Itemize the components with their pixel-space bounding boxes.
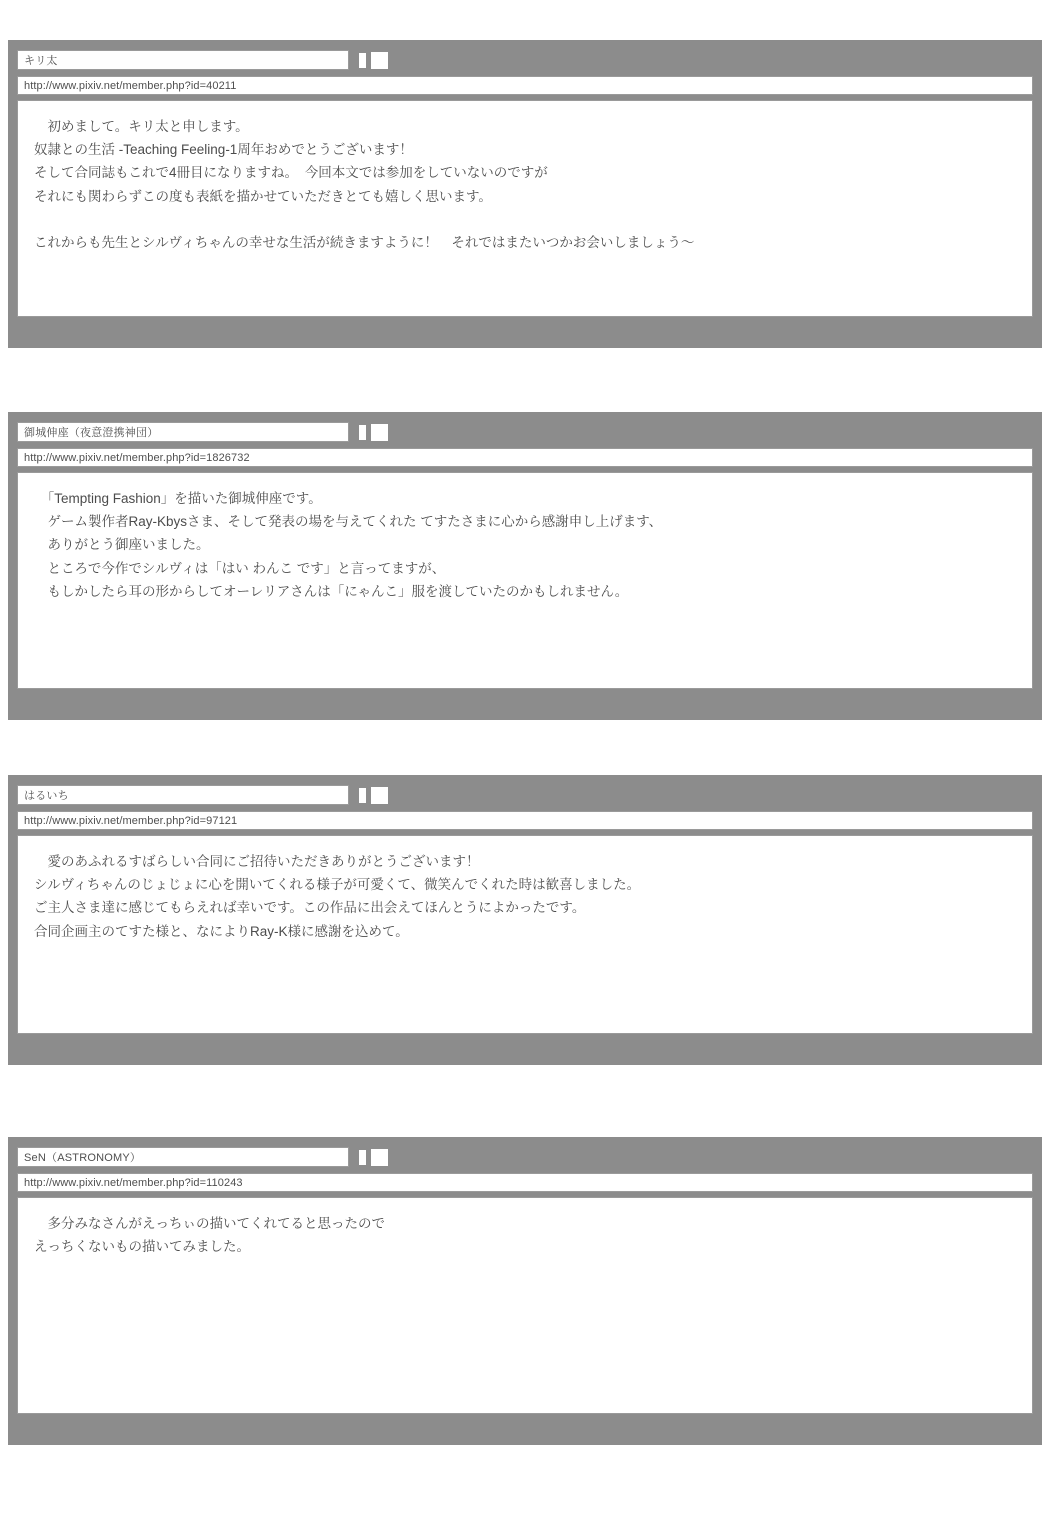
window-card xyxy=(8,40,1042,348)
window-titlebar xyxy=(17,49,1033,71)
content-line: これからも先生とシルヴィちゃんの幸せな生活が続きますように！ それではまたいつかお会いしましょう～ xyxy=(34,235,695,251)
content-line: 奴隷との生活 -Teaching Feeling-1周年おめでとうございます！ xyxy=(34,142,413,158)
url-bar[interactable] xyxy=(17,448,1033,467)
window-title-field[interactable] xyxy=(17,785,349,805)
minimize-button-icon[interactable] xyxy=(359,53,366,68)
window-controls xyxy=(359,52,388,69)
url-bar[interactable] xyxy=(17,1173,1033,1192)
url-bar[interactable] xyxy=(17,76,1033,95)
window-controls xyxy=(359,787,388,804)
window-titlebar xyxy=(17,1146,1033,1168)
content-line: それにも関わらずこの度も表紙を描かせていただきとても嬉しく思います。 xyxy=(34,188,492,204)
url-text: http://www.pixiv.net/member.php?id=110243 xyxy=(24,1176,243,1189)
content-line: シルヴィちゃんのじょじょに心を開いてくれる様子が可愛くて、微笑んでくれた時は歓喜しました。 xyxy=(34,877,641,893)
content-line: ありがとう御座いました。 xyxy=(34,537,210,553)
window-content xyxy=(17,1197,1033,1414)
window-card xyxy=(8,412,1042,720)
window-content xyxy=(17,472,1033,689)
maximize-button-icon[interactable] xyxy=(371,424,388,441)
maximize-button-icon[interactable] xyxy=(371,1149,388,1166)
content-line: ご主人さま達に感じてもらえれば幸いです。この作品に出会えてほんとうによかったです。 xyxy=(34,900,586,916)
window-title: SeN（ASTRONOMY） xyxy=(24,1152,142,1164)
window-content xyxy=(17,835,1033,1034)
content-line: 愛のあふれるすばらしい合同にご招待いただきありがとうございます！ xyxy=(34,854,480,869)
minimize-button-icon[interactable] xyxy=(359,1150,366,1165)
maximize-button-icon[interactable] xyxy=(371,787,388,804)
window-card xyxy=(8,1137,1042,1445)
window-title-field[interactable] xyxy=(17,1147,349,1167)
minimize-button-icon[interactable] xyxy=(359,425,366,440)
window-content xyxy=(17,100,1033,317)
content-line: ゲーム製作者Ray-Kbysさま、そして発表の場を与えてくれた てすたさまに心から感謝申し上げます、 xyxy=(34,514,663,530)
window-title: 御城伸座（夜意澄携神団） xyxy=(24,427,159,439)
window-title-field[interactable] xyxy=(17,422,349,442)
window-controls xyxy=(359,1149,388,1166)
content-line: 「Tempting Fashion」を描いた御城伸座です。 xyxy=(34,491,322,506)
window-title-field[interactable] xyxy=(17,50,349,70)
maximize-button-icon[interactable] xyxy=(371,52,388,69)
window-title: キリ太 xyxy=(24,55,58,67)
content-line: 多分みなさんがえっちぃの描いてくれてると思ったので xyxy=(34,1216,385,1231)
content-line: そして合同誌もこれで4冊目になりますね。 今回本文では参加をしていないのですが xyxy=(34,165,548,181)
content-line: 初めまして。キリ太と申します。 xyxy=(34,119,249,134)
window-controls xyxy=(359,424,388,441)
content-line: えっちくないもの描いてみました。 xyxy=(34,1239,250,1255)
window-card xyxy=(8,775,1042,1065)
minimize-button-icon[interactable] xyxy=(359,788,366,803)
window-titlebar xyxy=(17,784,1033,806)
url-text: http://www.pixiv.net/member.php?id=1826732 xyxy=(24,451,250,464)
window-title: はるいち xyxy=(24,790,69,802)
content-line: 合同企画主のてすた様と、なによりRay-K様に感謝を込めて。 xyxy=(34,923,409,939)
content-line: ところで今作でシルヴィは「はい わんこ です」と言ってますが、 xyxy=(34,560,446,576)
url-text: http://www.pixiv.net/member.php?id=40211 xyxy=(24,79,237,92)
content-line: もしかしたら耳の形からしてオーレリアさんは「にゃんこ」服を渡していたのかもしれません。 xyxy=(34,583,629,599)
url-text: http://www.pixiv.net/member.php?id=97121 xyxy=(24,814,238,827)
window-titlebar xyxy=(17,421,1033,443)
url-bar[interactable] xyxy=(17,811,1033,830)
